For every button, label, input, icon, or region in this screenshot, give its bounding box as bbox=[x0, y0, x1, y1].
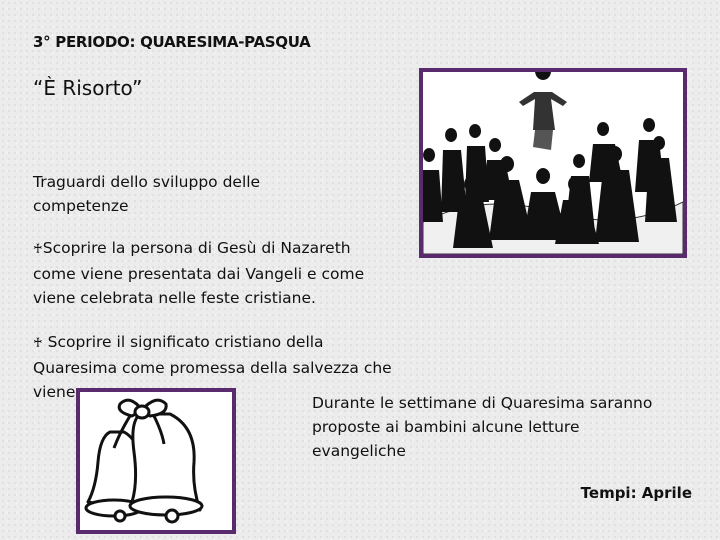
period-header: 3° PERIODO: QUARESIMA-PASQUA bbox=[33, 33, 311, 51]
goal2-line2: Quaresima come promessa della salvezza che bbox=[33, 359, 392, 377]
cross-bullet-icon: ♰ bbox=[33, 336, 43, 351]
goals-heading-line2: competenze bbox=[33, 197, 129, 215]
goal1-line3: viene celebrata nelle feste cristiane. bbox=[33, 289, 316, 307]
weeks-note-line1: Durante le settimane di Quaresima saranno bbox=[312, 394, 653, 412]
resurrection-illustration bbox=[419, 68, 687, 258]
goal1-line2: come viene presentata dai Vangeli e come bbox=[33, 265, 365, 283]
cross-bullet-icon: ♰ bbox=[33, 242, 43, 257]
weeks-note-line3: evangeliche bbox=[312, 442, 406, 460]
easter-bells-illustration bbox=[76, 388, 236, 534]
goal2-line1: Scoprire il significato cristiano della bbox=[42, 333, 324, 351]
tempi-label: Tempi: Aprile bbox=[580, 484, 692, 502]
goals-heading-line1: Traguardi dello sviluppo delle bbox=[33, 173, 261, 191]
goal2-line3: viene bbox=[33, 383, 76, 401]
weeks-note-line2: proposte ai bambini alcune letture bbox=[312, 418, 580, 436]
slide-title: “È Risorto” bbox=[33, 76, 143, 100]
goal1-line1: Scoprire la persona di Gesù di Nazareth bbox=[42, 239, 351, 257]
goal-item-1 bbox=[33, 236, 413, 310]
weeks-note bbox=[312, 391, 712, 463]
goals-heading bbox=[33, 170, 303, 218]
